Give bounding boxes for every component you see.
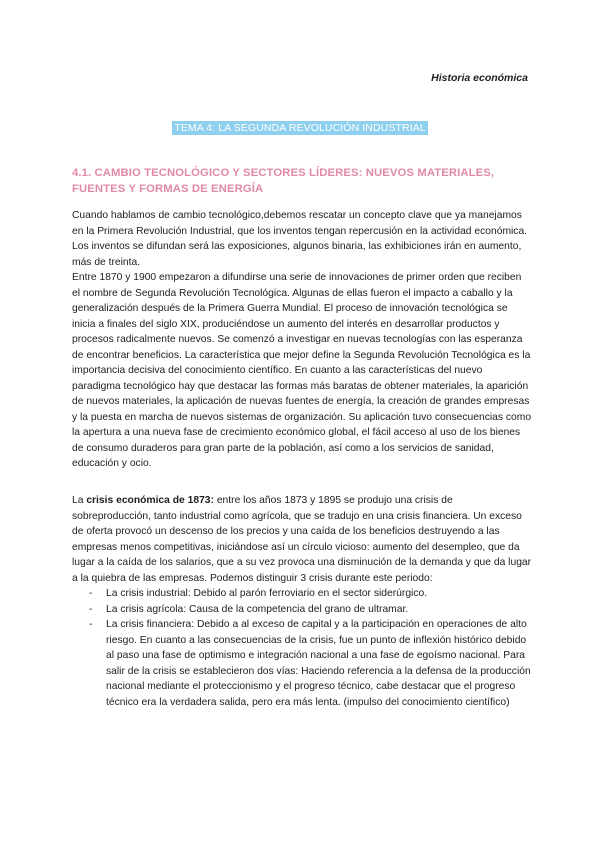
- list-item: [72, 617, 532, 710]
- body-block-1: [72, 208, 532, 472]
- dash-bullet-icon: -: [89, 603, 93, 615]
- paragraph-crisis-1873: [72, 493, 532, 586]
- paragraph-second-revolution: Entre 1870 y 1900 empezaron a difundirse una serie de innovaciones de primer orden que reciben el nombre de Segunda Revolución Tecnológica. Algunas de ellas fueron el impacto a caballo y la generalización después de la Primera Guerra Mundial. El proceso de innovación tecnológica se inicia a finales del siglo XIX, produciéndose un aumento del interés en desarrollar productos y procesos radicalmente nuevos. Se comenzó a investigar en nuevas tecnologías con las esperanza de encontrar beneficios. La característica que mejor define la Segunda Revolución Tecnológica es la importancia decisiva del conocimiento científico. En cuanto a las características del nuevo paradigma tecnológico hay que destacar las formas más baratas de obtener materiales, la aparición de nuevos materiales, la aplicación de nuevas fuentes de energía, la creación de grandes empresas y la puesta en marcha de nuevos sistemas de organización. Su aplicación tuvo consecuencias como la apertura a una nueva fase de crecimiento económico global, el fácil acceso al uso de los bienes de consumo duraderos para gran parte de la población, así como a los servicios de sanidad, educación y ocio.: [72, 272, 532, 469]
- list-item-text: La crisis industrial: Debido al parón ferroviario en el sector siderúrgico.: [106, 588, 428, 599]
- crisis-bold-term: crisis económica de 1873:: [86, 495, 214, 506]
- list-item-text: La crisis financiera: Debido a al exceso de capital y a la participación en operaciones de alto riesgo. En cuanto a las consecuencias de la crisis, fue un punto de inflexión histórico debido al paso una fase de optimismo e integración nacional a una fase de egoísmo nacional. Para salir de la crisis se establecieron dos vías: Haciendo referencia a la defensa de la producción nacional mediante el proteccionismo y el progreso técnico, cabe destacar que el progreso técnico era la verdadera salida, pero era más lenta. (impulso del conocimiento científico): [106, 619, 531, 708]
- theme-title-highlight: TEMA 4: LA SEGUNDA REVOLUCIÓN INDUSTRIAL: [174, 122, 426, 134]
- list-item: [72, 586, 532, 602]
- body-block-2: [72, 493, 532, 710]
- list-item-text: La crisis agrícola: Causa de la competencia del grano de ultramar.: [106, 603, 409, 615]
- course-header: Historia económica: [431, 72, 528, 84]
- crisis-intro-text: La: [72, 495, 87, 506]
- theme-title: [0, 118, 600, 136]
- dash-bullet-icon: -: [89, 588, 93, 599]
- dash-bullet-icon: -: [89, 619, 93, 630]
- paragraph-intro: Cuando hablamos de cambio tecnológico,debemos rescatar un concepto clave que ya manejamos en la Primera Revolución Industrial, que los inventos tengan repercusión en la actividad económica. Los inventos se difundan será las exposiciones, algunos binaria, las exhibiciones irán en aumento, más de treinta.: [72, 210, 528, 268]
- crisis-list: [72, 586, 532, 710]
- section-title: 4.1. CAMBIO TECNOLÓGICO Y SECTORES LÍDERES: NUEVOS MATERIALES, FUENTES Y FORMAS DE ENERGÍA: [72, 167, 495, 195]
- crisis-rest-text: entre los años 1873 y 1895 se produjo una crisis de sobreproducción, tanto industrial como agrícola, que se tradujo en una crisis financiera. Un exceso de oferta provocó un descenso de los precios y una caída de los beneficios destruyendo a las empresas menos competitivas, iniciándose así un círculo vicioso: aumento del desempleo, que da lugar a la caída de los salarios, que a su vez provoca una disminución de la demanda y que da lugar a la quiebra de las empresas. Podemos distinguir 3 crisis durante este periodo:: [72, 495, 532, 584]
- list-item: [72, 602, 532, 618]
